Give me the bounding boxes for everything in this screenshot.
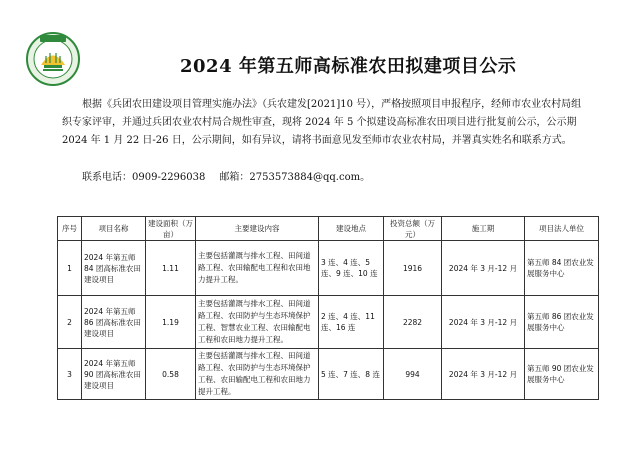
cell-area: 1.19 (146, 296, 196, 349)
cell-investment: 994 (384, 349, 442, 400)
cell-area: 0.58 (146, 349, 196, 400)
header-area: 建设面积（万亩） (146, 217, 196, 241)
cell-content: 主要包括灌溉与排水工程、田间道路工程、农田输配电工程和农田地力提升工程。 (196, 241, 319, 296)
header-period: 施工期 (442, 217, 525, 241)
cell-investment: 1916 (384, 241, 442, 296)
cell-name: 2024 年第五师 86 团高标准农田建设项目 (82, 296, 146, 349)
header-no: 序号 (58, 217, 82, 241)
cell-name: 2024 年第五师 90 团高标准农田建设项目 (82, 349, 146, 400)
cell-owner: 第五师 84 团农业发展服务中心 (525, 241, 599, 296)
contact-line (82, 168, 370, 183)
cell-no: 1 (58, 241, 82, 296)
cell-period: 2024 年 3 月-12 月 (442, 296, 525, 349)
table-row (58, 241, 599, 296)
header-name: 项目名称 (82, 217, 146, 241)
cell-owner: 第五师 90 团农业发展服务中心 (525, 349, 599, 400)
cell-owner: 第五师 86 团农业发展服务中心 (525, 296, 599, 349)
agriculture-bureau-logo (26, 32, 80, 86)
cell-location: 2 连、4 连、11 连、16 连 (319, 296, 384, 349)
header-investment: 投资总额（万元） (384, 217, 442, 241)
cell-content: 主要包括灌溉与排水工程、田间道路工程、农田防护与生态环境保护工程、智慧农业工程、农田输配电工程和农田地力提升工程。 (196, 296, 319, 349)
header-content: 主要建设内容 (196, 217, 319, 241)
cell-name: 2024 年第五师 84 团高标准农田建设项目 (82, 241, 146, 296)
table-row (58, 349, 599, 400)
header-owner: 项目法人单位 (525, 217, 599, 241)
cell-location: 5 连、7 连、8 连 (319, 349, 384, 400)
page-title: 2024 年第五师高标准农田拟建项目公示 (180, 56, 517, 77)
cell-investment: 2282 (384, 296, 442, 349)
cell-area: 1.11 (146, 241, 196, 296)
header-location: 建设地点 (319, 217, 384, 241)
contact-email[interactable]: 邮箱：2753573884@qq.com。 (219, 172, 371, 183)
table-header-row (58, 217, 599, 241)
cell-period: 2024 年 3 月-12 月 (442, 349, 525, 400)
cell-content: 主要包括灌溉与排水工程、田间道路工程、农田防护与生态环境保护工程、农田输配电工程和农田地力提升工程。 (196, 349, 319, 400)
table-row (58, 296, 599, 349)
contact-phone: 联系电话：0909-2296038 (82, 172, 206, 183)
cell-no: 2 (58, 296, 82, 349)
notice-paragraph: 根据《兵团农田建设项目管理实施办法》（兵农建发[2021]10 号），严格按照项目申报程序，经师市农业农村局组织专家评审，并通过兵团农业农村局合规性审查，现将 2024 年 5 个拟建设高标准农田项目进行批复前公示，公示期 2024 年 1 月 22 日-26 日，公示期间，如有异议，请将书面意见发至师市农业农村局，并署真实姓名和联系方式。 (62, 99, 582, 146)
projects-table (57, 216, 599, 400)
cell-location: 3 连、4 连、5 连、9 连、10 连 (319, 241, 384, 296)
cell-no: 3 (58, 349, 82, 400)
cell-period: 2024 年 3 月-12 月 (442, 241, 525, 296)
